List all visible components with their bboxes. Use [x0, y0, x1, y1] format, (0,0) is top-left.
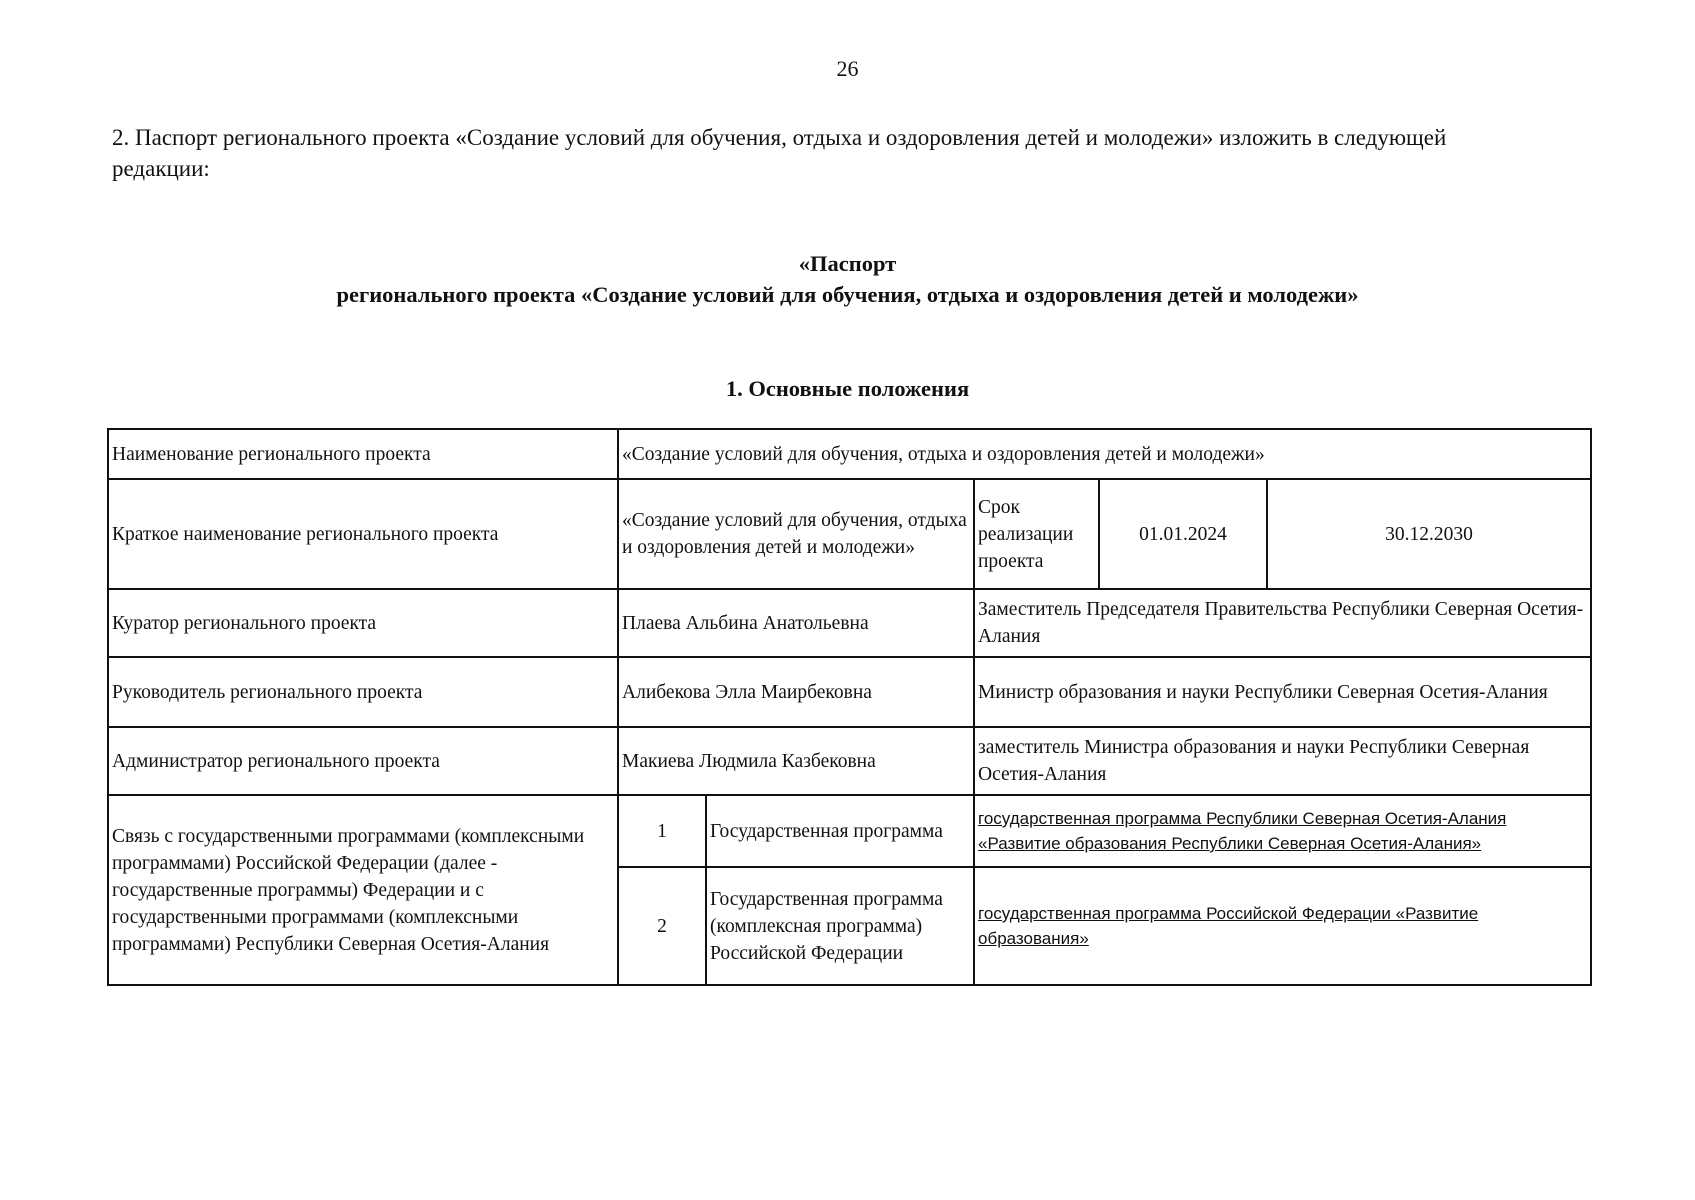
title-line-1: «Паспорт: [798, 251, 897, 276]
head-label: Руководитель регионального проекта: [108, 657, 618, 727]
table-row: [108, 429, 1591, 479]
curator-label: Куратор регионального проекта: [108, 589, 618, 657]
admin-name: Макиева Людмила Казбековна: [618, 727, 974, 795]
term-label: Срок реализации проекта: [974, 479, 1099, 589]
intro-paragraph: 2. Паспорт регионального проекта «Создание условий для обучения, отдыха и оздоровления детей и молодежи» изложить в следующей редакции:: [112, 125, 1447, 181]
curator-position: Заместитель Председателя Правительства Республики Северная Осетия-Алания: [974, 589, 1591, 657]
admin-label: Администратор регионального проекта: [108, 727, 618, 795]
program-number: 1: [618, 795, 706, 867]
table-row: [108, 795, 1591, 867]
page-number: 26: [836, 56, 859, 81]
term-start: 01.01.2024: [1099, 479, 1267, 589]
title-line-2: регионального проекта «Создание условий для обучения, отдыха и оздоровления детей и молодежи»: [336, 282, 1359, 307]
program-type: Государственная программа: [706, 795, 974, 867]
document-title: [0, 248, 1695, 310]
program-type: Государственная программа (комплексная программа) Российской Федерации: [706, 867, 974, 985]
program-link[interactable]: государственная программа Республики Северная Осетия-Алания «Развитие образования Республики Северная Осетия-Алания»: [974, 795, 1591, 867]
table-row: [108, 589, 1591, 657]
table-row: [108, 727, 1591, 795]
admin-position: заместитель Министра образования и науки Республики Северная Осетия-Алания: [974, 727, 1591, 795]
name-value: «Создание условий для обучения, отдыха и оздоровления детей и молодежи»: [618, 429, 1591, 479]
short-name-value: «Создание условий для обучения, отдыха и оздоровления детей и молодежи»: [618, 479, 974, 589]
section-title: 1. Основные положения: [725, 376, 970, 401]
programs-link-label: Связь с государственными программами (комплексными программами) Российской Федерации (далее - государственные программы) Федерации и с государственными программами (комплексными программами) Республики Северная Осетия-Алания: [108, 795, 618, 985]
program-link[interactable]: государственная программа Российской Федерации «Развитие образования»: [974, 867, 1591, 985]
program-number: 2: [618, 867, 706, 985]
term-end: 30.12.2030: [1267, 479, 1591, 589]
head-position: Министр образования и науки Республики Северная Осетия-Алания: [974, 657, 1591, 727]
table-row: [108, 657, 1591, 727]
curator-name: Плаева Альбина Анатольевна: [618, 589, 974, 657]
name-label: Наименование регионального проекта: [108, 429, 618, 479]
short-name-label: Краткое наименование регионального проекта: [108, 479, 618, 589]
head-name: Алибекова Элла Маирбековна: [618, 657, 974, 727]
table-row: [108, 479, 1591, 589]
passport-table: [107, 428, 1592, 986]
